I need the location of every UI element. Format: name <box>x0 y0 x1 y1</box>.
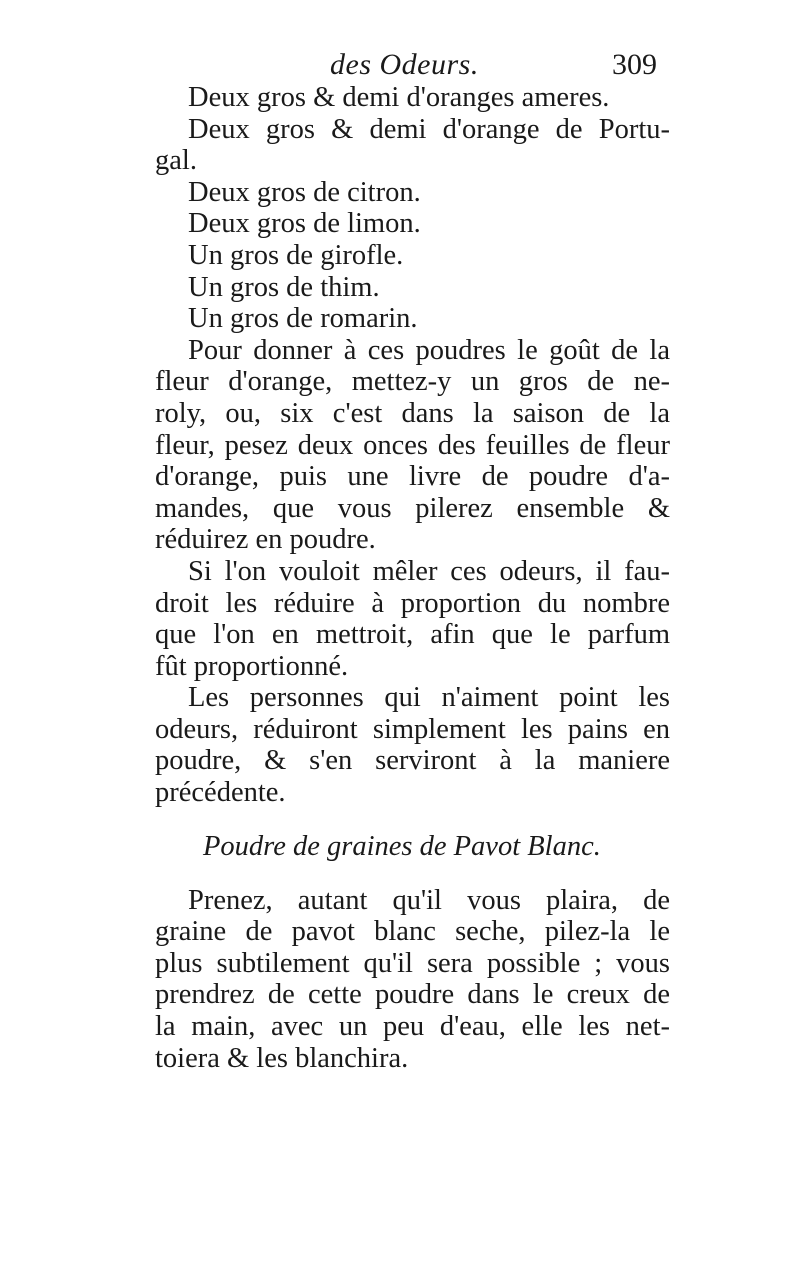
text-line: précédente. <box>155 777 286 809</box>
text-line: que l'on en mettroit, afin que le parfum <box>155 619 670 651</box>
page-body <box>155 82 670 1074</box>
page-number: 309 <box>612 48 657 81</box>
text-line: graine de pavot blanc seche, pilez-la le <box>155 916 670 948</box>
text-line: mandes, que vous pilerez ensemble & <box>155 492 670 524</box>
paragraph-no-odors <box>155 682 670 808</box>
ingredient-line: Deux gros de limon. <box>188 208 421 240</box>
running-title: des Odeurs. <box>330 48 479 81</box>
text-line: plus subtilement qu'il sera possible ; vous <box>155 947 670 979</box>
text-line: d'orange, puis une livre de poudre d'a- <box>155 461 670 493</box>
ingredient-line: Deux gros & demi d'oranges ameres. <box>188 82 610 113</box>
section-heading: Poudre de graines de Pavot Blanc. <box>203 830 601 862</box>
paragraph-orange-flower <box>155 335 670 556</box>
ingredient-line: gal. <box>155 145 197 177</box>
text-line: roly, ou, six c'est dans la saison de la <box>155 397 670 429</box>
text-line: odeurs, réduiront simplement les pains en <box>155 713 670 745</box>
text-line: la main, avec un peu d'eau, elle les net- <box>155 1011 670 1043</box>
ingredient-line: Un gros de girofle. <box>188 239 404 271</box>
text-line: droit les réduire à proportion du nombre <box>155 587 670 619</box>
ingredient-line: Un gros de thim. <box>188 271 380 303</box>
ingredient-line: Deux gros & demi d'orange de Portu- <box>188 113 670 145</box>
ingredient-line: Deux gros de citron. <box>188 176 421 208</box>
paragraph-poppy-powder <box>155 885 670 1075</box>
spacer <box>155 809 670 831</box>
ingredient-list <box>155 82 670 335</box>
text-line: Prenez, autant qu'il vous plaira, de <box>188 884 670 916</box>
text-line: Pour donner à ces poudres le goût de la <box>188 334 670 366</box>
text-line: fleur, pesez deux onces des feuilles de fleur <box>155 429 670 461</box>
text-line: réduirez en poudre. <box>155 524 376 556</box>
ingredient-line: Un gros de romarin. <box>188 303 418 335</box>
paragraph-mixing <box>155 556 670 682</box>
text-line: prendrez de cette poudre dans le creux de <box>155 979 670 1011</box>
text-line: fleur d'orange, mettez-y un gros de ne- <box>155 366 670 398</box>
text-line: Si l'on vouloit mêler ces odeurs, il fau- <box>188 555 670 587</box>
text-line: fût proportionné. <box>155 650 349 682</box>
text-line: toiera & les blanchira. <box>155 1042 409 1074</box>
spacer <box>155 863 670 885</box>
text-line: poudre, & s'en serviront à la maniere <box>155 745 670 777</box>
text-line: Les personnes qui n'aiment point les <box>188 682 670 714</box>
